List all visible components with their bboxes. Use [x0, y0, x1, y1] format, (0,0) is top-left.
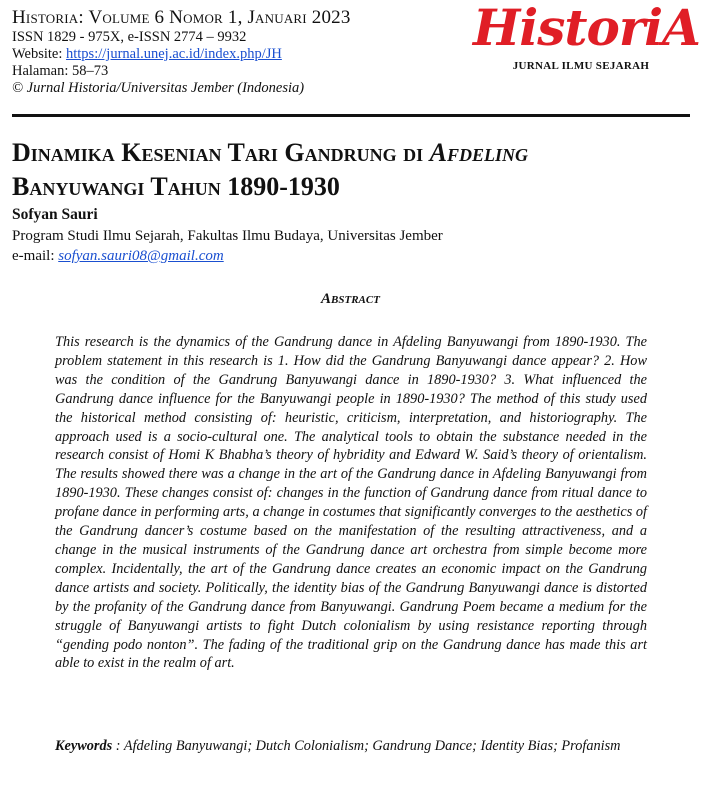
journal-header — [12, 6, 472, 97]
author-email-line — [12, 248, 224, 265]
email-label: e-mail: — [12, 248, 59, 264]
website-link[interactable]: https://jurnal.unej.ac.id/index.php/JH — [66, 46, 282, 62]
article-title — [12, 136, 692, 204]
logo-wordmark: HistoriA — [473, 0, 700, 57]
title-line2: Banyuwangi Tahun 1890-1930 — [12, 172, 340, 201]
journal-logo — [471, 0, 700, 74]
logo-subtitle: JURNAL ILMU SEJARAH — [512, 60, 650, 72]
keywords-line — [55, 737, 647, 756]
header-divider — [12, 114, 690, 117]
keywords-label: Keywords — [55, 738, 113, 754]
email-link[interactable]: sofyan.sauri08@gmail.com — [58, 248, 224, 264]
journal-volume-line: Historia: Volume 6 Nomor 1, Januari 2023 — [12, 7, 351, 28]
keywords-text: : Afdeling Banyuwangi; Dutch Colonialism; Gandrung Dance; Identity Bias; Profanism — [112, 738, 621, 754]
author-affiliation: Program Studi Ilmu Sejarah, Fakultas Ilmu Budaya, Universitas Jember — [12, 228, 443, 244]
title-main: Dinamika Kesenian Tari Gandrung di — [12, 138, 430, 167]
abstract-text: This research is the dynamics of the Gandrung dance in Afdeling Banyuwangi from 1890-1930. The problem statement in this research is 1. How did the Gandrung Banyuwangi dance appear? 2. How was the condition of the Gandrung Banyuwangi dance in 1890-1930? 3. What influenced the Gandrung dance influence for the Banyuwangi people in 1890-1930? The method of this study used the historical method consisting of: heuristic, criticism, interpretation, and historiography. The approach used is a socio-cultural one. The analytical tools to obtain the substance needed in the research consist of Homi K Bhabha’s theory of hybridity and Edward W. Said’s theory of orientalism. The results showed there was a change in the art of the Gandrung dance in Afdeling Banyuwangi from 1890-1930. These changes consist of: changes in the function of Gandrung dance from ritual dance to profane dance in performing arts, a change in costumes that significantly converges to the aesthetics of the Gandrung dancer’s costume based on the manifestation of the resulting attractiveness, and a change in the musical instruments of the Gandrung dance art orchestra from simple become more complex. Incidentally, the art of the Gandrung dance creates an economic impact on the Gandrung dance artists and society. Politically, the identity bias of the Gandrung Banyuwangi dance is distorted by the profanity of the Gandrung dance from Banyuwangi. Gandrung Poem became a medium for the struggle of Banyuwangi artists to fight Dutch colonialism by using resistance reporting through “gending podo nonton”. The fading of the traditional grip on the Gandrung dance has made this art able to exist in the realm of art. — [55, 334, 647, 672]
issn-line: ISSN 1829 - 975X, e-ISSN 2774 – 9932 — [12, 29, 247, 45]
pages-line: Halaman: 58–73 — [12, 63, 109, 79]
copyright-line: © Jurnal Historia/Universitas Jember (Indonesia) — [12, 80, 305, 96]
author-name: Sofyan Sauri — [12, 206, 98, 223]
title-italic: Afdeling — [429, 138, 528, 167]
website-label: Website: — [12, 46, 66, 62]
abstract-heading: Abstract — [321, 291, 380, 307]
website-line — [12, 46, 472, 63]
